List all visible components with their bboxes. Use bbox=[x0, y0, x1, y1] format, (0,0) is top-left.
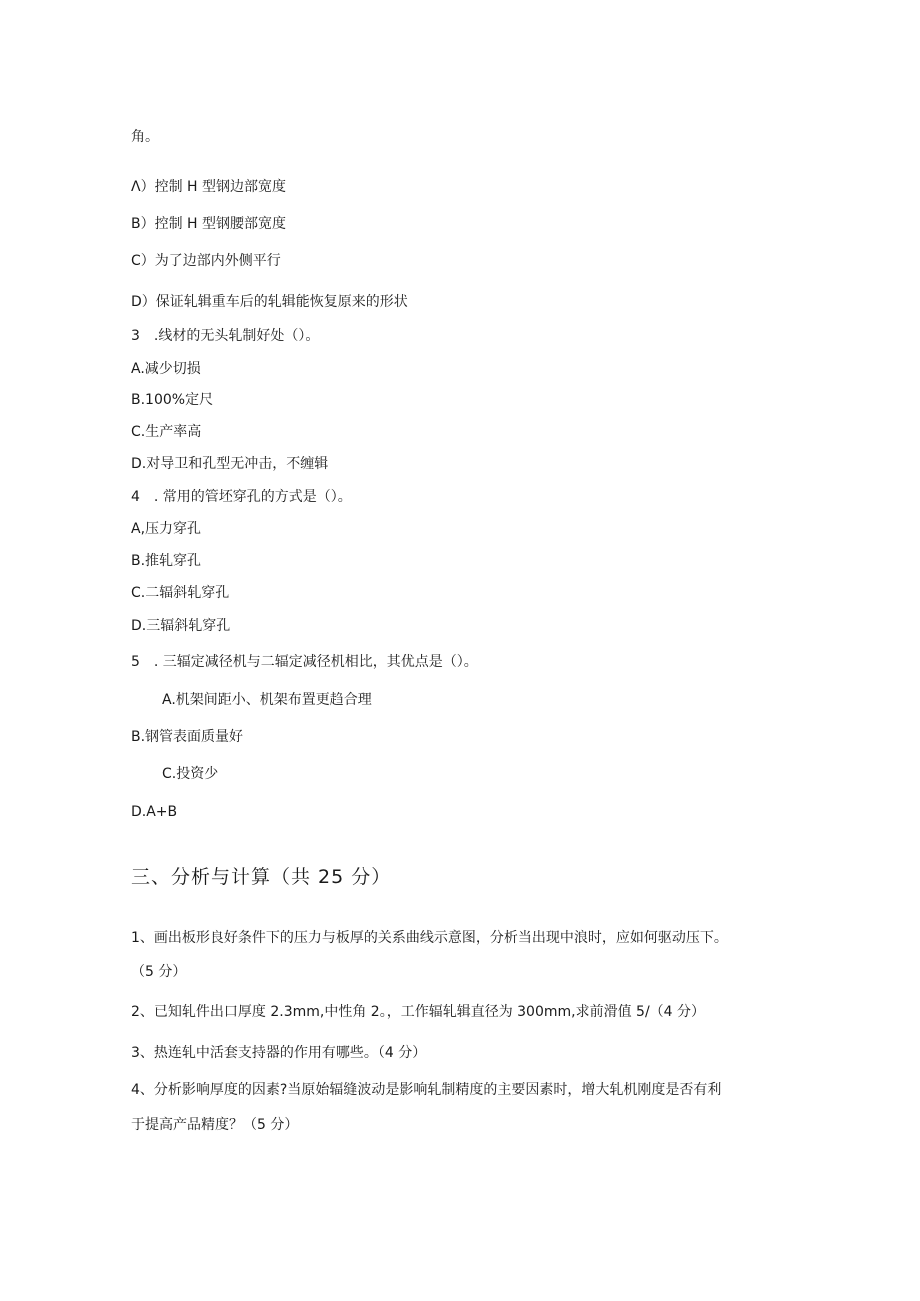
s3-item-2: 2、已知轧件出口厚度 2.3mm,中性角 2。，工作辐轧辑直径为 300mm,求前滑值 5/（4 分） bbox=[131, 1004, 706, 1020]
q5-stem: 5 . 三辐定减径机与二辐定减径机相比，其优点是（）。 bbox=[131, 654, 478, 670]
s3-item-1: 1、画出板形良好条件下的压力与板厚的关系曲线示意图，分析当出现中浪时，应如何驱动压下。 bbox=[131, 930, 728, 946]
continuation-text: 角。 bbox=[131, 129, 159, 145]
s3-item-3: 3、热连轧中活套支持器的作用有哪些。（4 分） bbox=[131, 1045, 427, 1061]
q5-option-a: A.机架间距小、机架布置更趋合理 bbox=[162, 692, 372, 708]
q4-stem: 4 . 常用的管坯穿孔的方式是（）。 bbox=[131, 489, 352, 505]
q3-option-b: B.100%定尺 bbox=[131, 392, 214, 408]
q5-option-c: C.投资少 bbox=[162, 766, 219, 782]
q4-option-a: A,压力穿孔 bbox=[131, 521, 202, 537]
q4-option-c: C.二辐斜轧穿孔 bbox=[131, 585, 230, 601]
q3-stem: 3 .线材的无头轧制好处（）。 bbox=[131, 328, 320, 344]
q3-option-c: C.生产率高 bbox=[131, 424, 202, 440]
q5-option-d: D.A+B bbox=[131, 804, 178, 820]
q2-option-a: Λ）控制 H 型钢边部宽度 bbox=[131, 179, 287, 195]
q4-option-d: D.三辐斜轧穿孔 bbox=[131, 618, 231, 634]
q2-option-c: C）为了边部内外侧平行 bbox=[131, 253, 281, 269]
s3-item-4-cont: 于提高产品精度？（5 分） bbox=[131, 1117, 299, 1133]
s3-item-1-score: （5 分） bbox=[131, 964, 187, 980]
s3-item-4: 4、分析影响厚度的因素?当原始辐缝波动是影响轧制精度的主要因素时，增大轧机刚度是否有利 bbox=[131, 1082, 722, 1098]
q3-option-d: D.对导卫和孔型无冲击，不缠辑 bbox=[131, 456, 329, 472]
section-3-title: 三、分析与计算（共 25 分） bbox=[131, 866, 392, 888]
q2-option-d: D）保证轧辑重车后的轧辑能恢复原来的形状 bbox=[131, 294, 408, 310]
q5-option-b: B.钢管表面质量好 bbox=[131, 729, 244, 745]
q4-option-b: B.推轧穿孔 bbox=[131, 553, 202, 569]
q3-option-a: A.减少切损 bbox=[131, 361, 201, 377]
q2-option-b: B）控制 H 型钢腰部宽度 bbox=[131, 216, 287, 232]
